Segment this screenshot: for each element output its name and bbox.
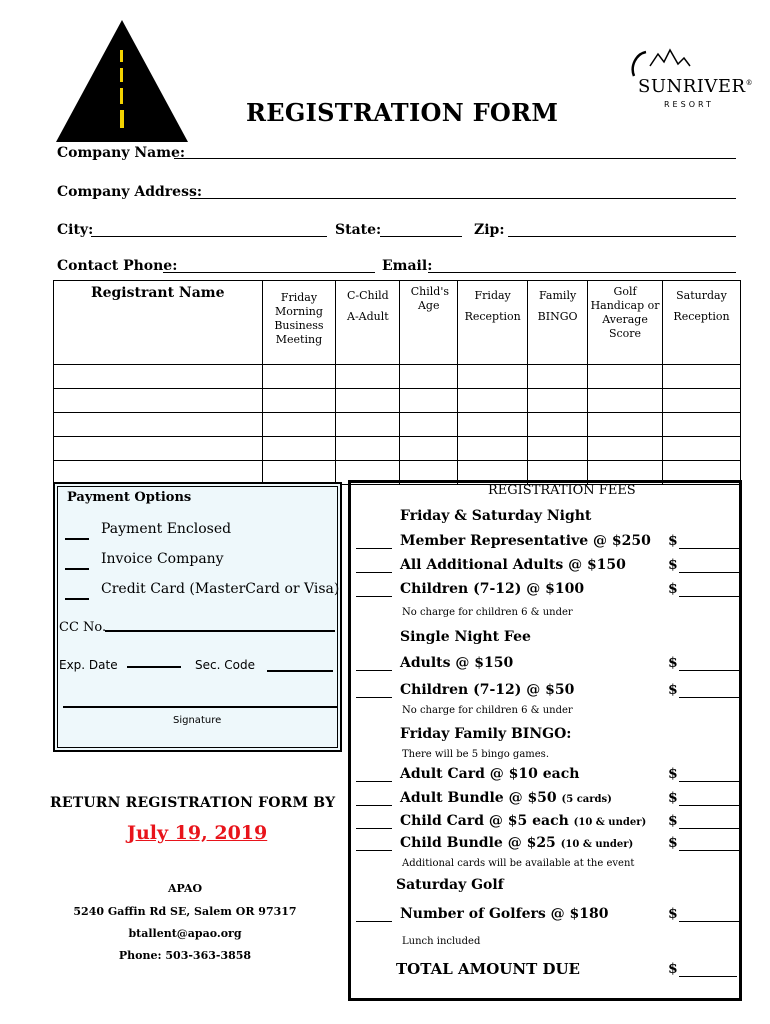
table-row — [54, 413, 741, 437]
children1-label: Children (7-12) @ $100 — [400, 581, 585, 597]
adults-qty[interactable] — [356, 670, 392, 671]
member-rep-label: Member Representative @ $250 — [400, 533, 651, 549]
child-bundle-label: Child Bundle @ $25 (10 & under) — [400, 835, 634, 851]
state-field[interactable] — [380, 236, 462, 237]
exp-date-field[interactable] — [127, 666, 181, 668]
return-by-label: RETURN REGISTRATION FORM BY — [50, 795, 336, 811]
child-bundle-qty[interactable] — [356, 850, 392, 851]
col-childs-age: Child's Age — [400, 281, 458, 365]
note-lunch: Lunch included — [402, 936, 481, 947]
member-rep-dollar: $ — [668, 533, 678, 549]
exp-date-label: Exp. Date — [59, 658, 118, 672]
golfers-amount[interactable] — [679, 921, 739, 922]
children2-dollar: $ — [668, 682, 678, 698]
adult-bundle-label: Adult Bundle @ $50 (5 cards) — [400, 790, 612, 806]
state-label: State: — [335, 222, 382, 238]
col-child-adult: C-Child A-Adult — [336, 281, 400, 365]
adult-card-dollar: $ — [668, 766, 678, 782]
golfers-label: Number of Golfers @ $180 — [400, 906, 609, 922]
children2-qty[interactable] — [356, 697, 392, 698]
fees-title: REGISTRATION FEES — [488, 483, 636, 498]
note-additional-cards: Additional cards will be available at the event — [402, 858, 635, 869]
golfers-dollar: $ — [668, 906, 678, 922]
mountain-icon — [628, 44, 738, 78]
city-field[interactable] — [91, 236, 327, 237]
org-address: 5240 Gaffin Rd SE, Salem OR 97317 — [73, 905, 297, 918]
col-business-meeting: Friday Morning Business Meeting — [262, 281, 336, 365]
add-adults-dollar: $ — [668, 557, 678, 573]
children2-amount[interactable] — [679, 697, 739, 698]
table-row — [54, 365, 741, 389]
email-label: Email: — [382, 258, 433, 274]
child-card-qty[interactable] — [356, 828, 392, 829]
total-dollar: $ — [668, 961, 678, 977]
invoice-company-label: Invoice Company — [101, 551, 224, 567]
note-bingo-games: There will be 5 bingo games. — [402, 749, 549, 760]
sec-code-field[interactable] — [267, 670, 333, 672]
company-name-label: Company Name: — [57, 145, 186, 161]
brand-sub: RESORT — [664, 100, 714, 109]
adult-card-label: Adult Card @ $10 each — [400, 766, 580, 782]
adult-card-qty[interactable] — [356, 781, 392, 782]
col-family-bingo: Family BINGO — [528, 281, 588, 365]
contact-phone-field[interactable] — [163, 272, 375, 273]
page-title: REGISTRATION FORM — [246, 98, 559, 127]
child-bundle-amount[interactable] — [679, 850, 739, 851]
note-children-free-1: No charge for children 6 & under — [402, 607, 573, 618]
table-header-row — [54, 281, 741, 365]
section-bingo: Friday Family BINGO: — [400, 726, 572, 742]
adult-bundle-qty[interactable] — [356, 805, 392, 806]
return-date: July 19, 2019 — [127, 822, 268, 844]
adult-card-amount[interactable] — [679, 781, 739, 782]
sec-code-label: Sec. Code — [195, 658, 255, 672]
org-email[interactable]: btallent@apao.org — [128, 927, 242, 940]
children1-amount[interactable] — [679, 596, 739, 597]
child-card-dollar: $ — [668, 813, 678, 829]
table-row — [54, 389, 741, 413]
col-golf-handicap: Golf Handicap or Average Score — [588, 281, 663, 365]
company-address-field[interactable] — [190, 198, 736, 199]
child-card-amount[interactable] — [679, 828, 739, 829]
adults-dollar: $ — [668, 655, 678, 671]
contact-phone-label: Contact Phone: — [57, 258, 178, 274]
city-label: City: — [57, 222, 94, 238]
road-logo — [56, 20, 188, 142]
adult-bundle-dollar: $ — [668, 790, 678, 806]
adults-label: Adults @ $150 — [400, 655, 514, 671]
zip-field[interactable] — [508, 236, 736, 237]
note-children-free-2: No charge for children 6 & under — [402, 705, 573, 716]
child-card-label: Child Card @ $5 each (10 & under) — [400, 813, 647, 829]
registrant-table — [53, 280, 741, 485]
total-label: TOTAL AMOUNT DUE — [396, 960, 580, 978]
credit-card-label: Credit Card (MasterCard or Visa) — [101, 581, 340, 597]
golfers-qty[interactable] — [356, 921, 392, 922]
adult-bundle-amount[interactable] — [679, 805, 739, 806]
member-rep-qty[interactable] — [356, 548, 392, 549]
company-address-label: Company Address: — [57, 184, 202, 200]
credit-card-checkbox[interactable] — [65, 598, 89, 600]
section-fri-sat: Friday & Saturday Night — [400, 508, 592, 524]
col-saturday-reception: Saturday Reception — [662, 281, 740, 365]
section-golf: Saturday Golf — [396, 877, 504, 893]
children2-label: Children (7-12) @ $50 — [400, 682, 575, 698]
total-amount[interactable] — [679, 976, 737, 977]
child-bundle-dollar: $ — [668, 835, 678, 851]
company-name-field[interactable] — [174, 158, 736, 159]
email-field[interactable] — [428, 272, 736, 273]
children1-dollar: $ — [668, 581, 678, 597]
adults-amount[interactable] — [679, 670, 739, 671]
org-phone: Phone: 503-363-3858 — [118, 949, 252, 962]
add-adults-amount[interactable] — [679, 572, 739, 573]
payment-options-title: Payment Options — [67, 490, 192, 505]
sunriver-logo — [628, 44, 754, 114]
zip-label: Zip: — [474, 222, 505, 238]
member-rep-amount[interactable] — [679, 548, 739, 549]
invoice-company-checkbox[interactable] — [65, 568, 89, 570]
payment-enclosed-checkbox[interactable] — [65, 538, 89, 540]
children1-qty[interactable] — [356, 596, 392, 597]
col-friday-reception: Friday Reception — [458, 281, 528, 365]
cc-no-field[interactable] — [105, 630, 335, 632]
brand-name: SUNRIVER® — [638, 76, 754, 97]
org-name: APAO — [167, 882, 203, 895]
section-single-night: Single Night Fee — [400, 629, 531, 645]
col-registrant-name: Registrant Name — [54, 281, 263, 365]
signature-label: Signature — [173, 715, 222, 726]
add-adults-label: All Additional Adults @ $150 — [400, 557, 626, 573]
cc-no-label: CC No. — [59, 620, 107, 635]
payment-options-box — [53, 482, 342, 752]
signature-field[interactable] — [63, 706, 337, 708]
payment-enclosed-label: Payment Enclosed — [101, 521, 232, 537]
table-row — [54, 437, 741, 461]
add-adults-qty[interactable] — [356, 572, 392, 573]
